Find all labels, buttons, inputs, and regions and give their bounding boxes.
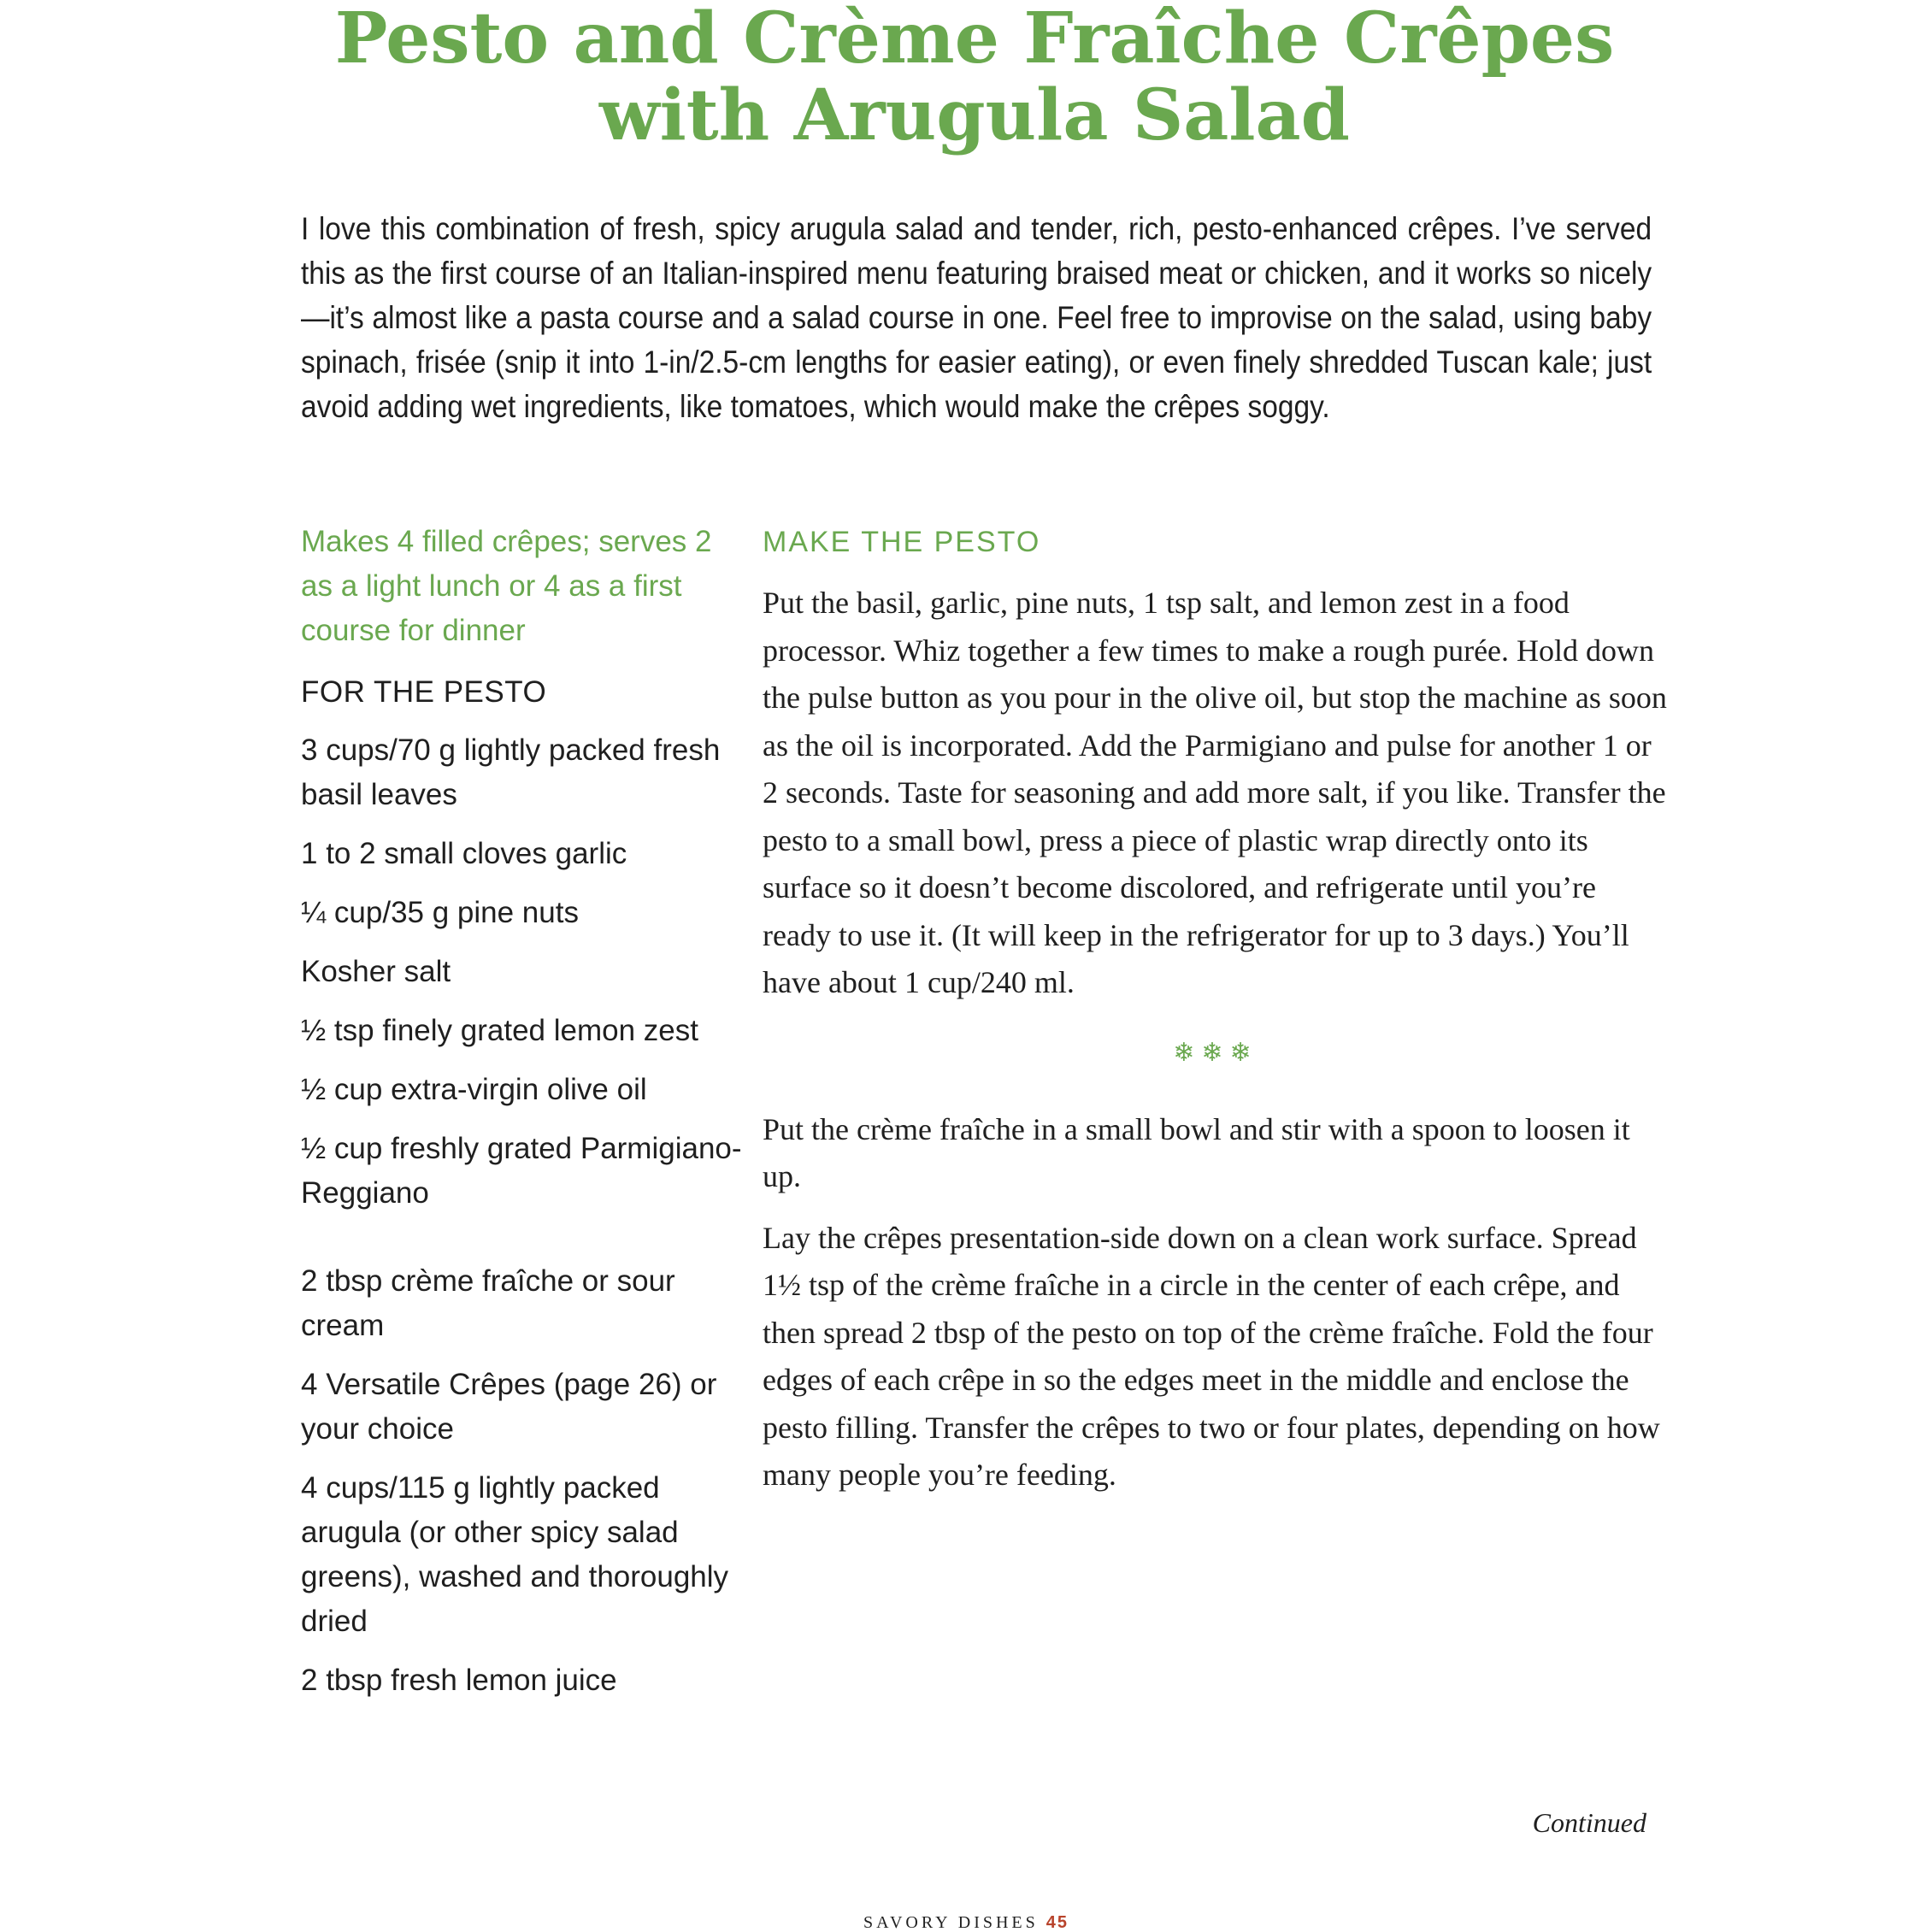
- ingredient-item: 2 tbsp fresh lemon juice: [301, 1664, 617, 1697]
- recipe-title-line2: with Arugula Salad: [599, 74, 1350, 156]
- intro-paragraph: I love this combination of fresh, spicy arugula salad and tender, rich, pesto-enhanced crêpes. I’ve served this as the first course of an Italian-inspired menu featuring braised meat or chicken, and it works so nicely—it’s almost like a pasta course and a salad course in one. Feel free to improvise on the salad, using baby spinach, frisée (snip it into 1-in/2.5-cm lengths for easier eating), or even finely shredded Tuscan kale; just avoid adding wet ingredients, like tomatoes, which would make the crêpes soggy.: [301, 211, 1652, 424]
- ingredient-item: 4 cups/115 g lightly packed arugula (or other spicy salad greens), washed and thoroughly dried: [301, 1471, 729, 1638]
- page-number: 45: [1046, 1913, 1069, 1932]
- method-step-pesto: Put the basil, garlic, pine nuts, 1 tsp salt, and lemon zest in a food processor. Whiz together a few times to make a rough purée. Hold down the pulse button as you pour in the olive oil, but stop the machine as soon as the oil is incorporated. Add the Parmigiano and pulse for another 1 or 2 seconds. Taste for seasoning and add more salt, if you like. Transfer the pesto to a small bowl, press a piece of plastic wrap directly onto its surface so it doesn’t become discolored, and refrigerate until you’re ready to use it. (It will keep in the refrigerator for up to 3 days.) You’ll have about 1 cup/240 ml.: [763, 586, 1667, 999]
- ingredient-item: ½ cup freshly grated Parmigiano-Reggiano: [301, 1132, 742, 1210]
- footer-section-name: SAVORY DISHES: [863, 1913, 1039, 1932]
- ingredient-item: 2 tbsp crème fraîche or sour cream: [301, 1264, 675, 1342]
- method-step-creme-fraiche: Put the crème fraîche in a small bowl and stir with a spoon to loosen it up.: [763, 1111, 1630, 1193]
- ingredient-item: 1 to 2 small cloves garlic: [301, 837, 627, 870]
- continued-label: Continued: [1532, 1807, 1646, 1838]
- ingredient-item: ¼ cup/35 g pine nuts: [301, 896, 579, 929]
- ingredient-item: 3 cups/70 g lightly packed fresh basil leaves: [301, 733, 721, 811]
- method-step-fill-crepes: Lay the crêpes presentation-side down on a clean work surface. Spread 1½ tsp of the crème fraîche in a circle in the center of each crêpe, and then spread 2 tbsp of the pesto on top of the crème fraîche. Fold the four edges of each crêpe in so the edges meet in the middle and enclose the pesto filling. Transfer the crêpes to two or four plates, depending on how many people you’re feeding.: [763, 1220, 1660, 1492]
- ingredients-column: [301, 520, 763, 1717]
- method-column: [763, 520, 1669, 1513]
- ingredient-item: Kosher salt: [301, 955, 451, 988]
- yield-text: Makes 4 filled crêpes; serves 2 as a light lunch or 4 as a first course for dinner: [301, 525, 712, 647]
- ingredient-group-spacer: [301, 1230, 763, 1259]
- recipe-title: [256, 0, 1693, 154]
- page-footer: [0, 1913, 1932, 1932]
- recipe-title-line1: Pesto and Crème Fraîche Crêpes: [334, 0, 1615, 80]
- ingredient-item: ½ tsp finely grated lemon zest: [301, 1014, 698, 1047]
- ingredient-item: ½ cup extra-virgin olive oil: [301, 1073, 647, 1106]
- ingredient-item: 4 Versatile Crêpes (page 26) or your choice: [301, 1368, 717, 1446]
- snowflake-divider-icon: ❄❄❄: [1173, 1037, 1258, 1068]
- pesto-heading: FOR THE PESTO: [301, 675, 547, 709]
- make-pesto-heading: MAKE THE PESTO: [763, 526, 1041, 558]
